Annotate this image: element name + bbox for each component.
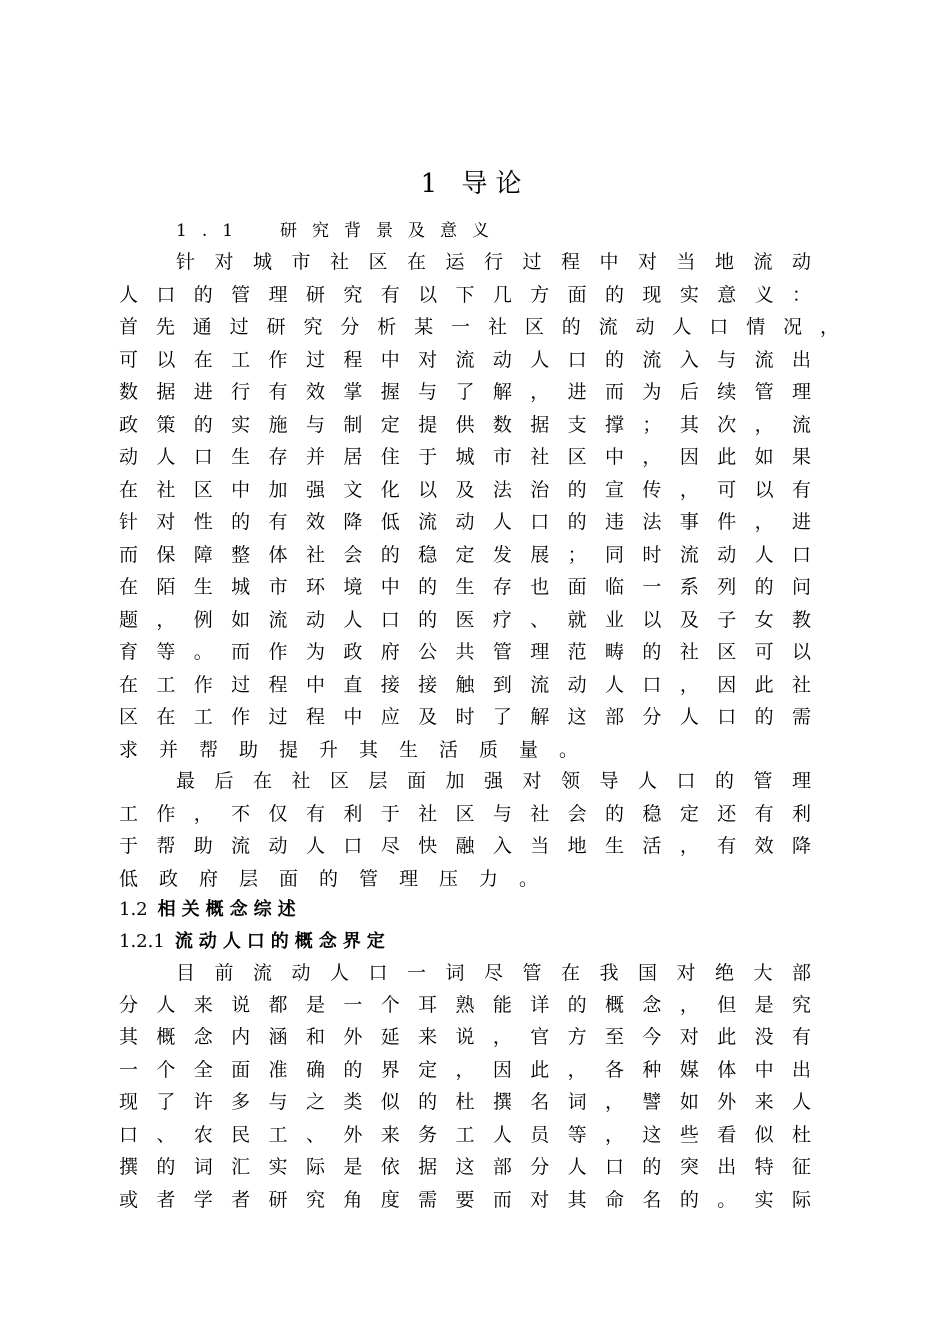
- section-1-2-title: [119, 897, 719, 923]
- section-1-2-number: 1.2: [119, 899, 148, 920]
- para1-line-10: 而保障整体社会的稳定发展；同时流动人口: [119, 544, 813, 566]
- para3-line-8: 或者学者研究角度需要而对其命名的。实际: [119, 1189, 813, 1211]
- para3-line-7: 撰的词汇实际是依据这部分人口的突出特征: [119, 1156, 813, 1178]
- para3-line-1: 目前流动人口一词尽管在我国对绝大部: [176, 962, 813, 984]
- para1-line-8: 在社区中加强文化以及法治的宣传，可以有: [119, 479, 813, 501]
- para3-line-4: 一个全面准确的界定，因此，各种媒体中出: [119, 1059, 813, 1081]
- section-1-2-text: 相关概念综述: [157, 899, 302, 920]
- section-1-2-1-number: 1.2.1: [119, 931, 165, 952]
- para1-line-14: 在工作过程中直接接触到流动人口，因此社: [119, 674, 813, 696]
- para1-line-16: 求并帮助提升其生活质量。: [119, 739, 600, 761]
- para1-line-3: 首先通过研究分析某一社区的流动人口情况，: [119, 316, 841, 338]
- para2-line-2: 工作，不仅有利于社区与社会的稳定还有利: [119, 803, 813, 825]
- para1-line-2: 人口的管理研究有以下几方面的现实意义：: [119, 284, 813, 306]
- para1-line-15: 区在工作过程中应及时了解这部分人口的需: [119, 706, 813, 728]
- section-1-1-title: 1.1 研究背景及意义: [176, 221, 505, 241]
- para3-line-2: 分人来说都是一个耳熟能详的概念，但是究: [119, 994, 813, 1016]
- para3-line-3: 其概念内涵和外延来说，官方至今对此没有: [119, 1026, 813, 1048]
- para1-line-4: 可以在工作过程中对流动人口的流入与流出: [119, 349, 813, 371]
- chapter-title: 1 导论: [420, 169, 530, 199]
- section-1-2-1-text: 流动人口的概念界定: [174, 931, 391, 952]
- para2-line-3: 于帮助流动人口尽快融入当地生活，有效降: [119, 835, 813, 857]
- para1-line-6: 政策的实施与制定提供数据支撑；其次，流: [119, 414, 813, 436]
- para1-line-13: 育等。而作为政府公共管理范畴的社区可以: [119, 641, 813, 663]
- para1-line-11: 在陌生城市环境中的生存也面临一系列的问: [119, 576, 813, 598]
- para1-line-1: 针对城市社区在运行过程中对当地流动: [176, 251, 813, 273]
- para1-line-9: 针对性的有效降低流动人口的违法事件，进: [119, 511, 813, 533]
- para3-line-6: 口、农民工、外来务工人员等，这些看似杜: [119, 1124, 813, 1146]
- para3-line-5: 现了许多与之类似的杜撰名词，譬如外来人: [119, 1091, 813, 1113]
- para1-line-5: 数据进行有效掌握与了解，进而为后续管理: [119, 381, 813, 403]
- para1-line-12: 题，例如流动人口的医疗、就业以及子女教: [119, 609, 813, 631]
- para1-line-7: 动人口生存并居住于城市社区中，因此如果: [119, 446, 813, 468]
- section-1-2-1-title: [119, 929, 719, 955]
- para2-line-4: 低政府层面的管理压力。: [119, 868, 560, 890]
- para2-line-1: 最后在社区层面加强对领导人口的管理: [176, 770, 813, 792]
